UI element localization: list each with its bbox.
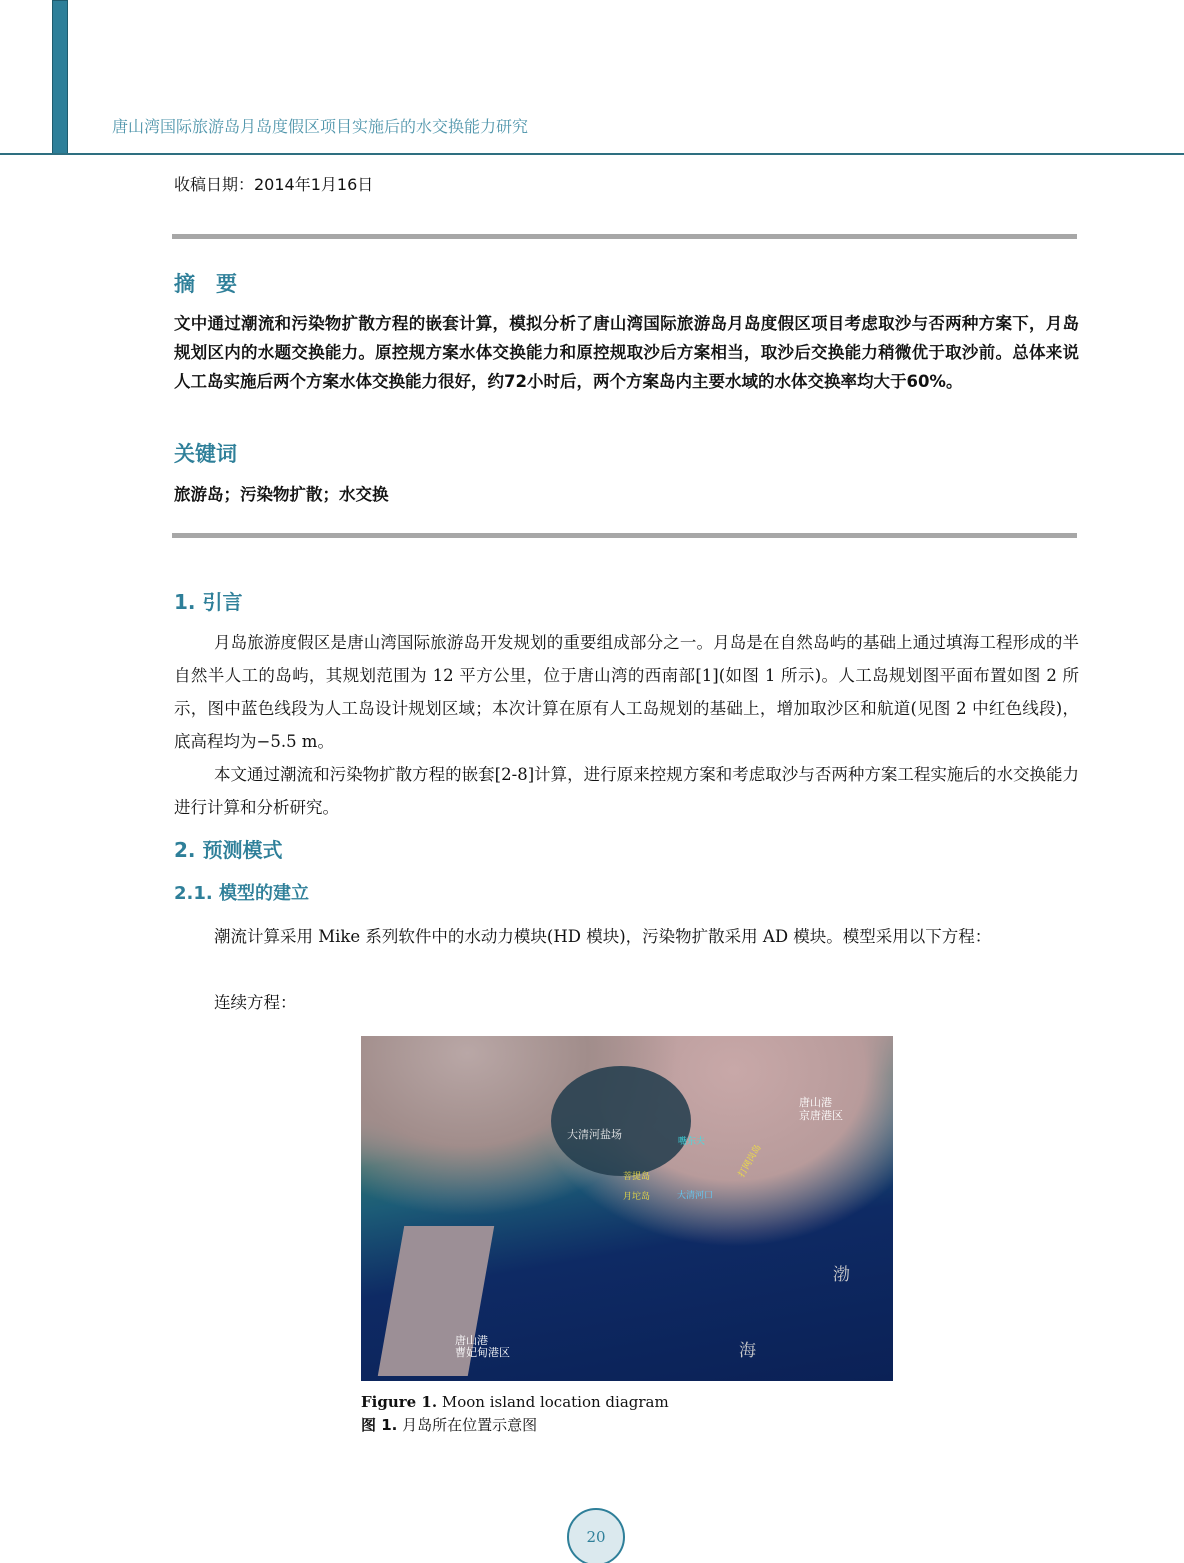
running-title: 唐山湾国际旅游岛月岛度假区项目实施后的水交换能力研究	[112, 117, 529, 136]
map-label: 唐山港	[799, 1096, 832, 1109]
received-date: 收稿日期：2014年1月16日	[174, 175, 374, 194]
map-label: 月坨岛	[623, 1192, 651, 1202]
satellite-map-figure	[361, 1036, 893, 1381]
abstract-heading: 摘 要	[174, 272, 237, 296]
map-label: 海	[739, 1341, 756, 1361]
paragraph: 本文通过潮流和污染物扩散方程的嵌套[2-8]计算，进行原来控规方案和考虑取沙与否两种方案工程实施后的水交换能力进行计算和分析研究。	[174, 765, 1079, 817]
section-2-1-heading: 2.1. 模型的建立	[174, 883, 309, 904]
map-label: 嘴东夫	[678, 1137, 706, 1147]
keywords-text: 旅游岛；污染物扩散；水交换	[174, 485, 389, 504]
divider-bottom	[172, 533, 1077, 538]
map-label: 打网岗岛	[736, 1143, 764, 1180]
map-label: 曹妃甸港区	[455, 1346, 510, 1359]
keywords-heading: 关键词	[174, 442, 237, 466]
page-number: 20	[567, 1508, 625, 1563]
header-accent-bar	[52, 0, 68, 154]
salt-field-area	[551, 1066, 691, 1176]
map-label: 渤	[833, 1265, 850, 1285]
figure-caption-en: Figure 1. Moon island location diagram	[361, 1393, 669, 1411]
paragraph: 连续方程：	[214, 993, 297, 1012]
map-label: 菩提岛	[623, 1172, 651, 1182]
section-1-heading: 1. 引言	[174, 590, 243, 614]
map-label: 大清河口	[677, 1191, 714, 1201]
header-divider	[0, 153, 1184, 155]
divider-top	[172, 234, 1077, 239]
map-label: 大清河盐场	[567, 1128, 622, 1141]
map-label: 京唐港区	[799, 1109, 843, 1122]
section-2-heading: 2. 预测模式	[174, 838, 283, 862]
paragraph: 月岛旅游度假区是唐山湾国际旅游岛开发规划的重要组成部分之一。月岛是在自然岛屿的基础上通过填海工程形成的半自然半人工的岛屿，其规划范围为 12 平方公里，位于唐山湾的西南部[1](如图 1 所示)。人工岛规划图平面布置如图 2 所示，图中蓝色线段为人工岛设计规划区域；本次计算在原有人工岛规划的基础上，增加取沙区和航道(见图 2 中红色线段)，底高程均为−5.5 m。	[174, 633, 1079, 751]
figure-caption-zh: 图 1. 月岛所在位置示意图	[361, 1416, 538, 1434]
paragraph: 潮流计算采用 Mike 系列软件中的水动力模块(HD 模块)，污染物扩散采用 AD 模块。模型采用以下方程：	[214, 927, 992, 946]
abstract-text: 文中通过潮流和污染物扩散方程的嵌套计算，模拟分析了唐山湾国际旅游岛月岛度假区项目考虑取沙与否两种方案下，月岛规划区内的水题交换能力。原控规方案水体交换能力和原控规取沙后方案相当，取沙后交换能力稍微优于取沙前。总体来说人工岛实施后两个方案水体交换能力很好，约72小时后，两个方案岛内主要水域的水体交换率均大于60%。	[174, 314, 1079, 391]
map-label: 唐山港	[455, 1334, 488, 1347]
